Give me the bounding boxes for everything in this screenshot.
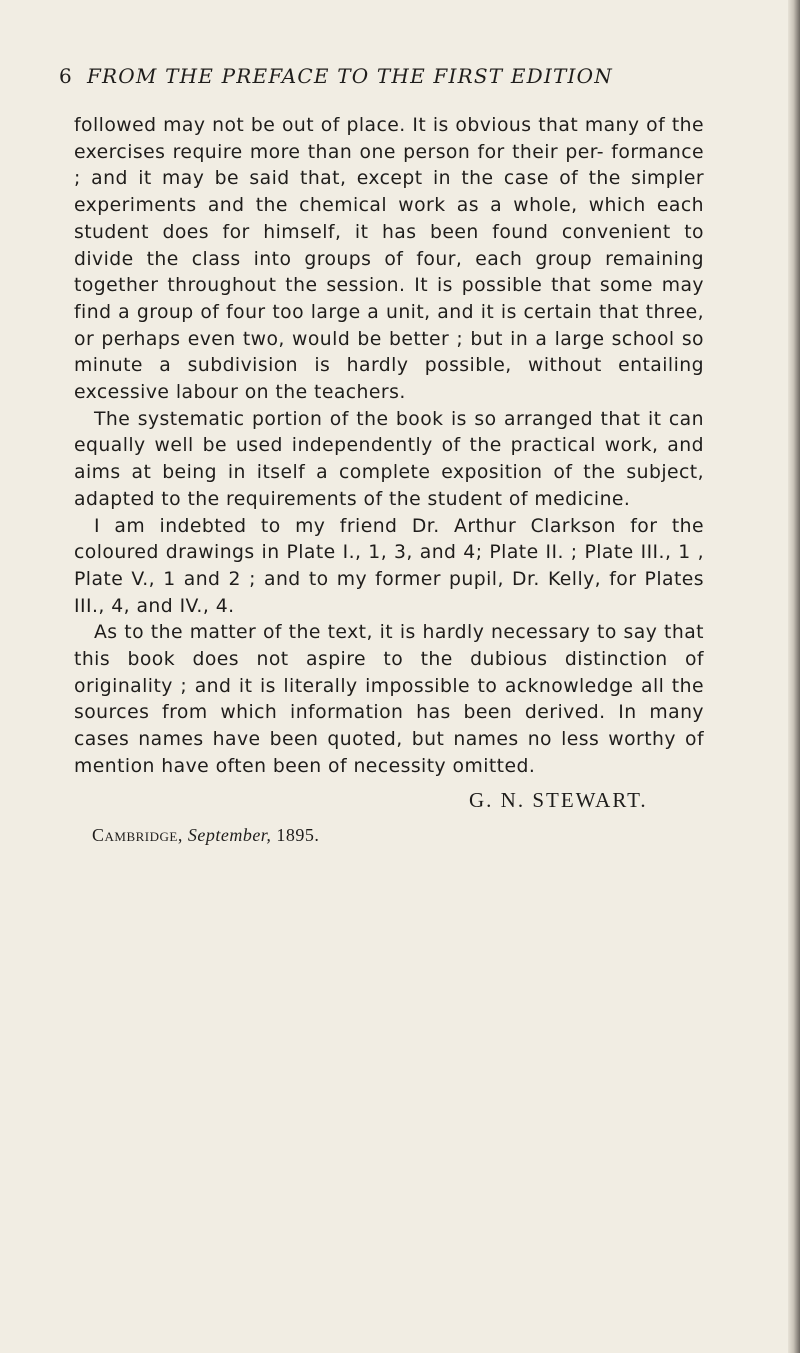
dateline-year: 1895. (276, 825, 320, 845)
running-title: FROM THE PREFACE TO THE FIRST EDITION (86, 64, 613, 88)
paragraph-acknowledgements: I am indebted to my friend Dr. Arthur Clarkson for the coloured drawings in Plate I., 1, 3, and 4; Plate II. ; Plate III., 1 , Plate V., 1 and 2 ; and to my former pupil, Dr. Kelly, for Plates III., 4, and IV., 4. (74, 515, 704, 617)
paragraph-matter-of-text: As to the matter of the text, it is hardly necessary to say that this book does not aspire to the dubious distinction of originality ; and it is literally impossible to acknowledge all the sources from which information has been derived. In many cases names have been quoted, but names no less worthy of mention have often been of necessity omitted. (74, 622, 704, 777)
author-signature: G. N. STEWART. (469, 788, 648, 812)
paragraph-systematic-portion: The systematic portion of the book is so arranged that it can equally well be used independently of the practical work, and aims at being in itself a complete exposition of the subject, adapted to the requirements of the student of medicine. (74, 408, 704, 510)
body-text (74, 113, 704, 781)
page-edge-shadow (788, 0, 800, 1353)
dateline-place: Cambridge, (92, 825, 183, 845)
dateline (92, 825, 319, 846)
page-number: 6 (59, 64, 73, 88)
dateline-month: September, (187, 825, 272, 845)
running-header (59, 64, 709, 88)
paragraph-continuation: followed may not be out of place. It is obvious that many of the exercises require more than one person for their per- formance ; and it may be said that, except in the case of the simpler experiments and the chemical work as a whole, which each student does for himself, it has been found convenient to divide the class into groups of four, each group remaining together throughout the session. It is possible that some may find a group of four too large a unit, and it is certain that three, or perhaps even two, would be better ; but in a large school so minute a subdivision is hardly possible, without entailing excessive labour on the teachers. (74, 115, 704, 404)
